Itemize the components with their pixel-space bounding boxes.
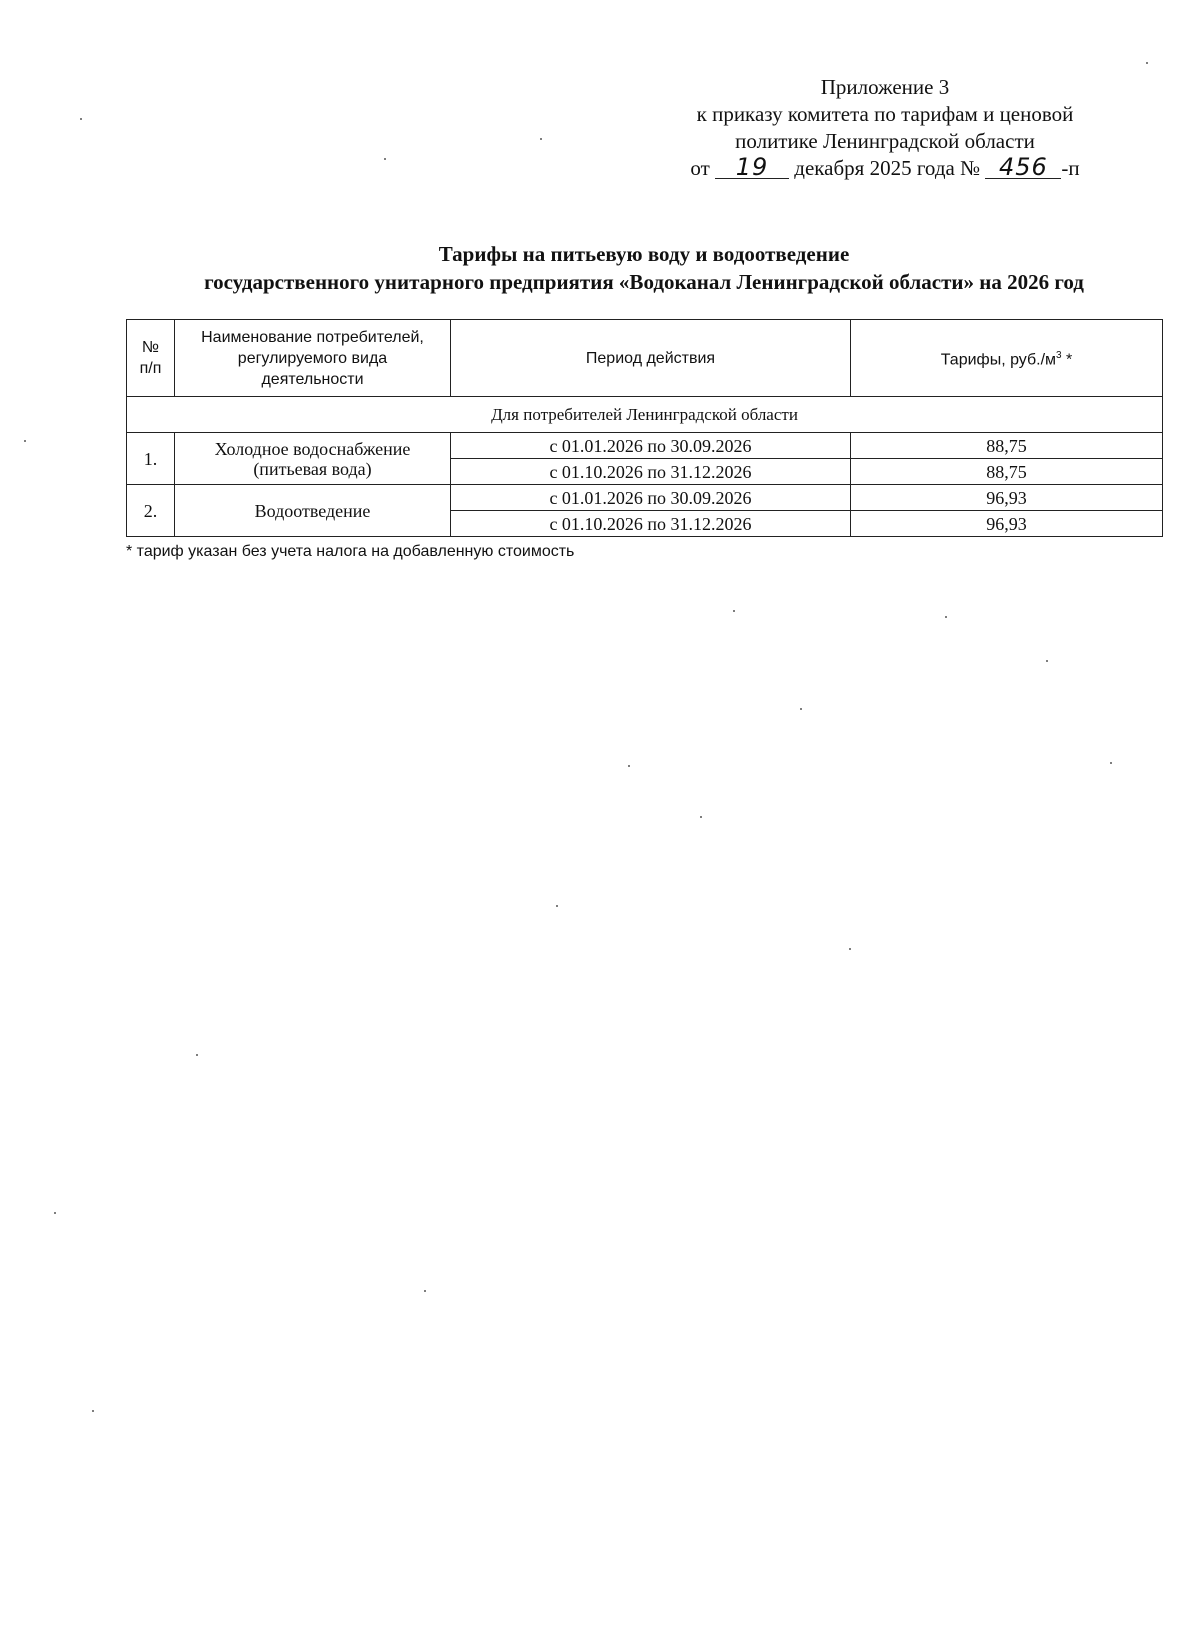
header-consumer-name: Наименование потребителей, регулируемого вида деятельности: [175, 320, 451, 397]
handwritten-day: 19: [715, 156, 789, 179]
consumer-name: Холодное водоснабжение (питьевая вода): [175, 433, 451, 485]
header-num: № п/п: [127, 320, 175, 397]
tariff-cell: 96,93: [851, 485, 1163, 511]
footnote: * тариф указан без учета налога на добавленную стоимость: [126, 543, 575, 560]
scan-speck: [384, 158, 386, 160]
header-tariff: Тарифы, $руб./м^3$ *: [851, 320, 1163, 397]
date-middle: декабря 2025 года №: [794, 156, 981, 180]
period-cell: с 01.01.2026 по 30.09.2026: [451, 433, 851, 459]
scan-speck: [424, 1290, 426, 1292]
scan-speck: [92, 1410, 94, 1412]
table-header-row: [127, 320, 1163, 397]
scan-speck: [196, 1054, 198, 1056]
tariffs-table: [126, 319, 1163, 537]
scan-speck: [540, 138, 542, 140]
group-label: Для потребителей Ленинградской области: [127, 397, 1163, 433]
tariff-cell: 96,93: [851, 511, 1163, 537]
scan-speck: [700, 816, 702, 818]
scan-speck: [1110, 762, 1112, 764]
appendix-order-line: к приказу комитета по тарифам и ценовой: [696, 102, 1074, 126]
appendix-date-line: [650, 155, 1120, 182]
period-cell: с 01.01.2026 по 30.09.2026: [451, 485, 851, 511]
header-period: Период действия: [451, 320, 851, 397]
title-line-1: Тарифы на питьевую воду и водоотведение: [438, 242, 850, 266]
scan-speck: [1146, 62, 1148, 64]
title-line-2: государственного унитарного предприятия «Водоканал Ленинградской области» на 2026 год: [204, 270, 1084, 294]
row-number: 2.: [127, 485, 175, 537]
table-row: [127, 433, 1163, 459]
period-cell: с 01.10.2026 по 31.12.2026: [451, 511, 851, 537]
table-group-row: [127, 397, 1163, 433]
scan-speck: [849, 948, 851, 950]
scan-speck: [24, 440, 26, 442]
scan-speck: [800, 708, 802, 710]
appendix-committee-line: политике Ленинградской области: [735, 129, 1035, 153]
scan-speck: [54, 1212, 56, 1214]
tariff-cell: 88,75: [851, 433, 1163, 459]
date-prefix: от: [690, 156, 710, 180]
table-row: [127, 485, 1163, 511]
document-title: [126, 240, 1162, 296]
scan-speck: [628, 765, 630, 767]
order-number-suffix: -п: [1061, 156, 1080, 180]
period-cell: с 01.10.2026 по 31.12.2026: [451, 459, 851, 485]
scan-speck: [80, 118, 82, 120]
handwritten-order-number: 456: [985, 156, 1061, 179]
scan-speck: [1046, 660, 1048, 662]
scan-speck: [733, 610, 735, 612]
consumer-name: Водоотведение: [175, 485, 451, 537]
scan-speck: [556, 905, 558, 907]
tariff-cell: 88,75: [851, 459, 1163, 485]
row-number: 1.: [127, 433, 175, 485]
appendix-reference: [650, 74, 1120, 182]
scan-speck: [945, 616, 947, 618]
appendix-number: Приложение 3: [820, 75, 950, 99]
